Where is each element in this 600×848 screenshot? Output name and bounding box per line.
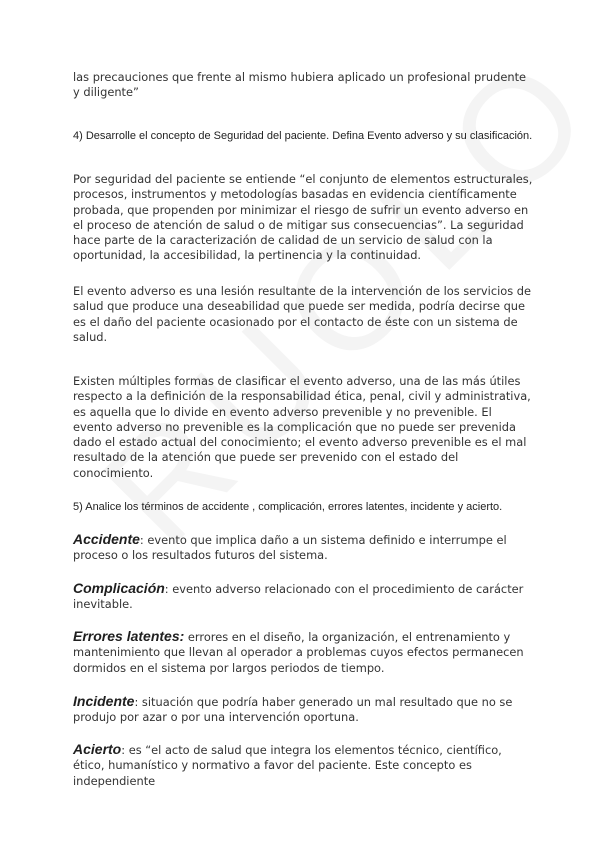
term-success-label: Acierto [73,741,122,757]
term-complication-definition: : evento adverso relacionado con el procedimiento de carácter inevitable. [73,582,524,612]
term-accident-definition: : evento que implica daño a un sistema definido e interrumpe el proceso o los resultados futuros del sistema. [73,533,507,563]
term-latent-errors-definition: errores en el diseño, la organización, el entrenamiento y mantenimiento que llevan al operador a problemas cuyos efectos permanecen dormidos en el sistema por largos periodos de tiempo. [73,630,524,675]
term-incident [73,694,533,726]
term-accident-label: Accidente [73,531,140,547]
question-5-heading: 5) Analice los términos de accidente , complicación, errores latentes, incidente y acierto. [73,501,503,513]
intro-paragraph-end: las precauciones que frente al mismo hubiera aplicado un profesional prudente y diligente” [73,70,527,100]
term-success [73,742,533,789]
question-4-heading: 4) Desarrolle el concepto de Seguridad del paciente. Defina Evento adverso y su clasificación. [73,130,533,142]
term-complication-label: Complicación [73,580,165,596]
adverse-event-paragraph: El evento adverso es una lesión resultante de la intervención de los servicios de salud que produce una deseabilidad que puede ser medida, podría decirse que es el daño del paciente ocasionado por el contacto de éste con un sistema de salud. [73,284,532,344]
term-incident-label: Incidente [73,693,135,709]
term-latent-errors [73,629,533,676]
classification-paragraph: Existen múltiples formas de clasificar el evento adverso, una de las más útiles respecto a la definición de la responsabilidad ética, penal, civil y administrativa, es aquella que lo divide en evento adverso prevenible y no prevenible. El evento adverso no prevenible es la complicación que no puede ser prevenida dado el estado actual del conocimiento; el evento adverso prevenible es el mal resultado de la atención que puede ser prevenido con el estado del conocimiento. [73,374,531,480]
term-latent-errors-label: Errores latentes: [73,628,185,644]
term-complication [73,581,533,613]
term-incident-definition: : situación que podría haber generado un mal resultado que no se produjo por azar o por una intervención oportuna. [73,695,513,725]
patient-safety-paragraph: Por seguridad del paciente se entiende “el conjunto de elementos estructurales, procesos, instrumentos y metodologías basadas en evidencia científicamente probada, que propenden por minimizar el riesgo de sufrir un evento adverso en el proceso de atención de salud o de mitigar sus consecuencias”. La seguridad hace parte de la caracterización de calidad de un servicio de salud con la oportunidad, la accesibilidad, la pertinencia y la continuidad. [73,172,533,263]
term-success-definition: : es “el acto de salud que integra los elementos técnico, científico, ético, humanístico y normativo a favor del paciente. Este concepto es independiente [73,743,502,788]
term-accident [73,532,533,564]
